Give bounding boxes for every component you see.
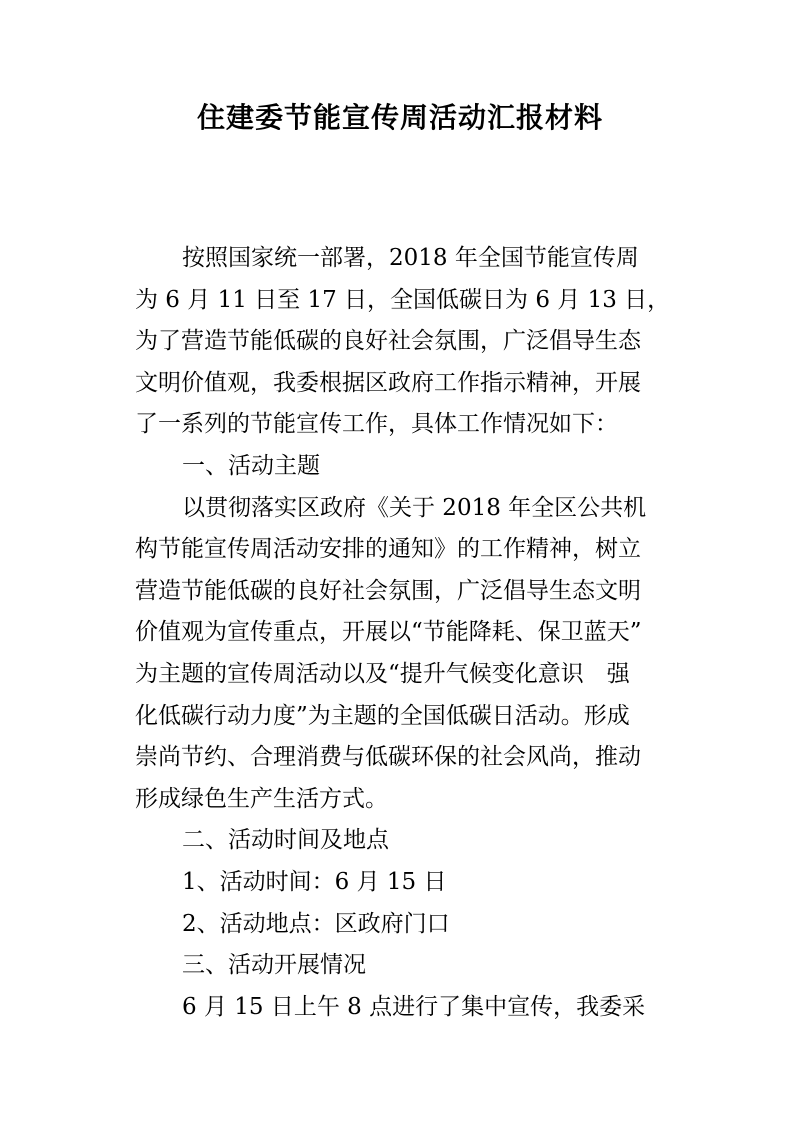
document-title: 住建委节能宣传周活动汇报材料	[196, 101, 603, 134]
body-line: 构节能宣传周活动安排的通知》的工作精神，树立	[135, 536, 641, 563]
section-heading-progress: 三、活动开展情况	[182, 952, 366, 979]
body-line: 了一系列的节能宣传工作，具体工作情况如下：	[135, 411, 618, 438]
body-line: 以贯彻落实区政府《关于 2018 年全区公共机	[182, 494, 647, 521]
body-line: 化低碳行动力度”为主题的全国低碳日活动。形成	[135, 702, 630, 729]
activity-location: 2、活动地点：区政府门口	[182, 910, 450, 937]
body-line: 为了营造节能低碳的良好社会氛围，广泛倡导生态	[135, 328, 641, 355]
body-line: 崇尚节约、合理消费与低碳环保的社会风尚，推动	[135, 744, 641, 771]
section-heading-theme: 一、活动主题	[182, 452, 320, 479]
section-heading-time-place: 二、活动时间及地点	[182, 827, 389, 854]
activity-time: 1、活动时间：6 月 15 日	[182, 868, 447, 895]
body-line: 文明价值观，我委根据区政府工作指示精神，开展	[135, 369, 641, 396]
body-line: 6 月 15 日上午 8 点进行了集中宣传，我委采	[182, 993, 646, 1020]
body-line: 价值观为宣传重点，开展以“节能降耗、保卫蓝天”	[135, 619, 642, 646]
body-line: 为主题的宣传周活动以及“提升气候变化意识 强	[135, 660, 630, 687]
body-line: 为 6 月 11 日至 17 日，全国低碳日为 6 月 13 日，	[135, 286, 671, 313]
body-line: 形成绿色生产生活方式。	[135, 785, 388, 812]
body-line: 按照国家统一部署，2018 年全国节能宣传周	[182, 245, 639, 271]
body-line: 营造节能低碳的良好社会氛围，广泛倡导生态文明	[135, 577, 641, 604]
document-body	[135, 238, 670, 1028]
